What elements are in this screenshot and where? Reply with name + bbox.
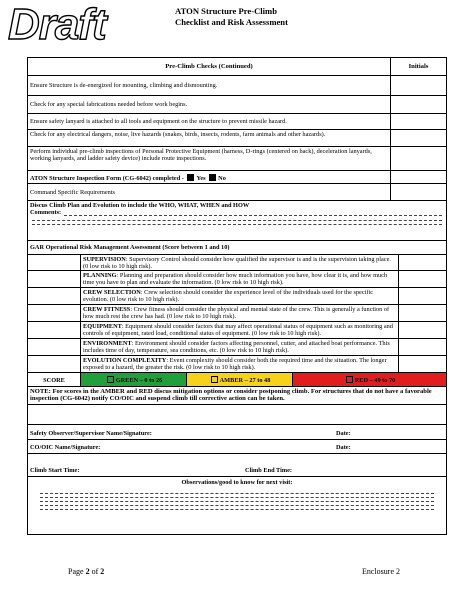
initials-cell[interactable] <box>390 184 446 200</box>
gar-value-cell[interactable] <box>398 288 446 304</box>
observation-line[interactable] <box>40 501 434 502</box>
no-label: No <box>218 175 226 182</box>
check-text: Check for any electrical dangers, noise, live hazards (snakes, birds, insects, rodents, farm animals and other hazards). <box>30 131 326 138</box>
gar-item-row <box>28 271 446 288</box>
gar-item-desc: : Supervisory Control should consider how qualified the supervisor is and is the supervision taking place. (0 low risk to 10 high risk). <box>83 256 391 270</box>
table-header-row <box>28 58 446 76</box>
gar-item-row <box>28 305 446 322</box>
discuss-heading: Discus Climb Plan and Evolution to include the WHO, WHAT, WHEN and HOW <box>30 202 250 209</box>
gar-heading: GAR Operational Risk Management Assessment (Score between 1 and 10) <box>30 244 230 251</box>
command-specific-row <box>28 184 446 201</box>
score-label: SCORE <box>43 377 65 384</box>
gar-score-cell[interactable] <box>28 255 80 270</box>
gar-value-cell[interactable] <box>398 356 446 372</box>
observation-line[interactable] <box>40 493 434 494</box>
page-of: of <box>91 567 99 576</box>
gar-score-cell[interactable] <box>28 305 80 321</box>
inspection-form-row <box>28 171 446 184</box>
gar-item-label: SUPERVISION <box>83 256 126 263</box>
score-red-band <box>292 373 446 386</box>
observation-line[interactable] <box>40 497 434 498</box>
green-checkbox[interactable] <box>107 376 114 383</box>
initials-cell[interactable] <box>390 171 446 183</box>
observer-signature-row <box>28 425 446 440</box>
observer-date-field[interactable]: Date: <box>336 430 351 437</box>
gar-item-text <box>80 356 398 372</box>
coic-signature-field[interactable]: CO/OIC Name/Signature: <box>30 444 101 451</box>
gar-score-cell[interactable] <box>28 356 80 372</box>
check-text: Ensure Structure is de-energized for mounting, climbing and dismounting. <box>30 82 218 89</box>
red-checkbox[interactable] <box>346 376 353 383</box>
enclosure-label: Enclosure 2 <box>362 567 400 576</box>
initials-cell[interactable] <box>390 147 446 170</box>
climb-time-row <box>28 465 446 477</box>
check-row <box>28 96 446 114</box>
title-line-1: ATON Structure Pre-Climb <box>175 6 277 16</box>
observations-block <box>28 477 446 534</box>
observation-line[interactable] <box>40 509 434 510</box>
initials-cell[interactable] <box>390 76 446 95</box>
gar-item-label: CREW SELECTION <box>83 289 141 296</box>
coic-signature-row <box>28 440 446 454</box>
page-number <box>68 567 104 576</box>
observation-line[interactable] <box>40 505 434 506</box>
coic-date-field[interactable]: Date: <box>336 444 351 451</box>
initials-cell[interactable] <box>390 96 446 113</box>
green-label: GREEN – 0 to 26 <box>115 377 163 384</box>
gar-item-desc: : Crew fitness should consider the physical and mental state of the crew. This is generally a function of how much rest the crew has had. (0 low risk to 10 high risk). <box>83 306 390 321</box>
score-green-band <box>80 373 186 386</box>
gar-item-row <box>28 254 446 271</box>
observations-heading: Observations/good to know for next visit: <box>181 479 293 486</box>
page-current: 2 <box>85 567 90 576</box>
score-row <box>28 373 446 387</box>
gar-value-cell[interactable] <box>398 339 446 355</box>
gar-item-label: CREW FITNESS <box>83 306 131 313</box>
gar-item-label: EVOLUTION COMPLEXITY <box>83 357 167 364</box>
gar-item-row <box>28 322 446 339</box>
checklist-table <box>27 57 447 535</box>
title-line-2: Checklist and Risk Assessment <box>175 17 288 27</box>
col-pre-climb-checks: Pre-Climb Checks (Continued) <box>165 63 253 70</box>
comments-line[interactable] <box>32 224 442 225</box>
gar-score-cell[interactable] <box>28 271 80 287</box>
comments-line[interactable] <box>32 220 442 221</box>
gar-item-desc: : Equipment should consider factors that may affect operational status of equipment such as monitoring and controls of equipment, rated load, conditional status of equipment. (0 low risk to 10 high risk). <box>83 323 393 338</box>
gar-item-text <box>80 339 398 355</box>
amber-checkbox[interactable] <box>211 376 218 383</box>
initials-cell[interactable] <box>390 130 446 146</box>
gar-item-desc: : Environment should consider factors affecting personnel, cutter, and attached boat performance. This includes time of day, temperature, sea conditions, etc. (0 low risk to 10 high risk). <box>83 340 390 355</box>
inspection-form-text <box>28 171 390 183</box>
check-text: Check for any special fabrications needed before work begins. <box>30 101 188 108</box>
gar-item-row <box>28 288 446 305</box>
gar-value-cell[interactable] <box>398 322 446 338</box>
gar-score-cell[interactable] <box>28 322 80 338</box>
score-amber-band <box>186 373 292 386</box>
amber-label: AMBER – 27 to 48 <box>219 377 271 384</box>
check-text: Ensure safety lanyard is attached to all tools and equipment on the structure to prevent missile hazard. <box>30 118 287 125</box>
gar-item-text <box>80 271 398 287</box>
gar-item-text <box>80 288 398 304</box>
gar-heading-row <box>28 241 446 254</box>
gar-item-label: ENVIRONMENT <box>83 340 132 347</box>
gar-item-text <box>80 305 398 321</box>
check-row <box>28 130 446 147</box>
gar-item-desc: : Planning and preparation should consider how much information you have, how clear it is, and how much time you have to plan and evaluate the information. (0 low risk to 10 high risk). <box>83 272 388 287</box>
red-label: RED – 49 to 70 <box>354 377 396 384</box>
gar-value-cell[interactable] <box>398 305 446 321</box>
initials-cell[interactable] <box>390 114 446 129</box>
gar-value-cell[interactable] <box>398 271 446 287</box>
gar-value-cell[interactable] <box>398 255 446 270</box>
gar-score-cell[interactable] <box>28 288 80 304</box>
page-title <box>175 6 288 28</box>
observer-signature-field[interactable]: Safety Observer/Supervisor Name/Signature: <box>30 430 152 437</box>
climb-end-field[interactable]: Climb End Time: <box>245 467 293 474</box>
spacer-row <box>28 454 446 465</box>
gar-item-text <box>80 255 398 270</box>
command-specific-text: Command Specific Requirements <box>30 189 115 196</box>
col-initials: Initials <box>390 58 446 75</box>
discuss-block <box>28 201 446 241</box>
comments-line[interactable] <box>64 215 442 216</box>
draft-watermark: Draft <box>8 0 106 49</box>
gar-score-cell[interactable] <box>28 339 80 355</box>
check-text: Perform individual pre-climb inspections of Personal Protective Equipment (harness, D-rings (centered on back), deceleration lanyards, working lanyards, and ladder safety device) include route inspections. <box>30 148 372 163</box>
gar-item-row <box>28 339 446 356</box>
climb-start-field[interactable]: Climb Start Time: <box>30 467 80 474</box>
gar-item-label: PLANNING <box>83 272 117 279</box>
gar-item-text <box>80 322 398 338</box>
comments-label: Comments: <box>30 209 62 217</box>
page-total: 2 <box>100 567 105 576</box>
gar-item-row <box>28 356 446 373</box>
check-row <box>28 114 446 130</box>
discuss-text <box>28 201 446 240</box>
yes-checkbox[interactable] <box>187 174 194 181</box>
spacer-row <box>28 405 446 425</box>
gar-item-label: EQUIPMENT <box>83 323 122 330</box>
gar-item-desc: : Event complexity should consider both the required time and the situation. The longer exposed to a hazard, the greater the risk. (0 low risk to 10 high risk). <box>83 357 387 372</box>
gar-item-desc: : Crew selection should consider the experience level of the individuals used for the specific evolution. (0 low risk to 10 high risk). <box>83 289 374 304</box>
note-text: NOTE: For scores in the AMBER and RED discus mitigation options or consider postponing climb. For structures that do not have a favorable inspection (CG-6042) notify CO/OIC and suspend climb till corrective action can be taken. <box>30 388 432 403</box>
page-prefix: Page <box>68 567 84 576</box>
inspection-form-label: ATON Structure Inspection Form (CG-6042) completed - <box>30 175 184 182</box>
yes-label: Yes <box>196 175 206 182</box>
check-row <box>28 76 446 96</box>
no-checkbox[interactable] <box>209 174 216 181</box>
note-row <box>28 387 446 405</box>
check-row <box>28 147 446 171</box>
